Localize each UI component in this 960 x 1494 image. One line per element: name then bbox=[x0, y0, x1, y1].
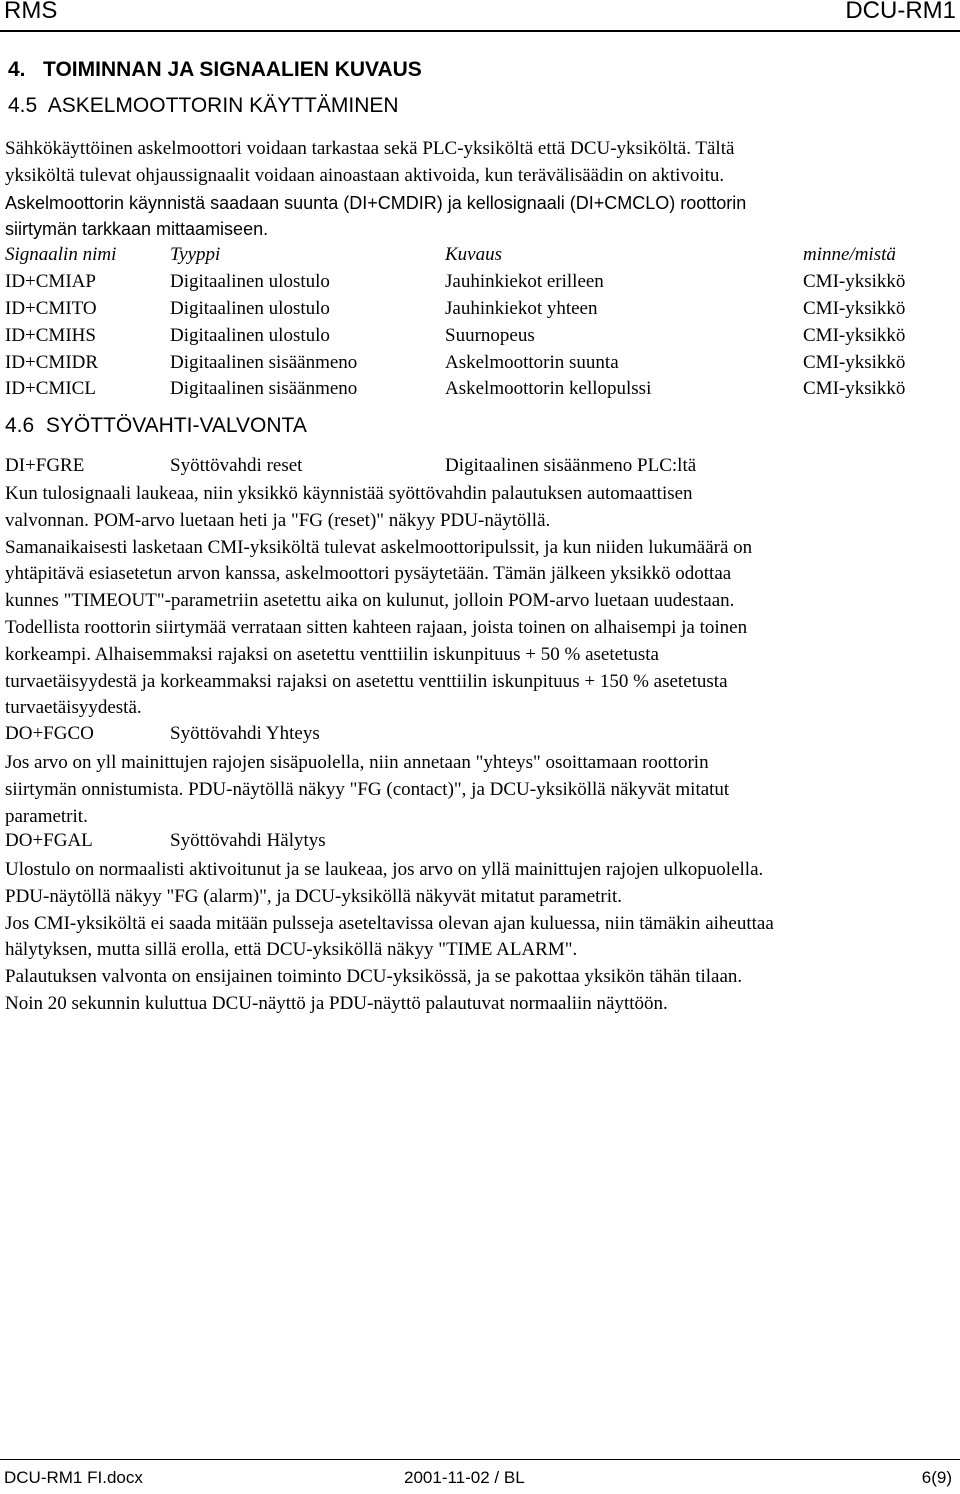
signal-description: Syöttövahdi Hälytys bbox=[170, 830, 326, 851]
signal-type: Digitaalinen sisäänmeno PLC:ltä bbox=[445, 455, 697, 476]
table-cell: CMI-yksikkö bbox=[803, 351, 906, 373]
table-cell: Askelmoottorin suunta bbox=[445, 351, 619, 373]
paragraph-line: Jos CMI-yksiköltä ei saada mitään pulsseja aseteltavissa olevan ajan kuluessa, niin tämäkin aiheuttaa bbox=[5, 912, 774, 934]
intro-paragraph bbox=[5, 136, 955, 243]
table-cell: CMI-yksikkö bbox=[803, 297, 906, 319]
paragraph-line: yhtäpitävä esiasetetun arvon kanssa, askelmoottori pysäytetään. Tämän jälkeen yksikkö odottaa bbox=[5, 563, 732, 585]
header-doc-code: DCU-RM1 bbox=[845, 0, 956, 24]
intro-line: yksiköltä tulevat ohjaussignaalit voidaan ainoastaan aktivoida, kun terävälisäädin on aktivoitu. bbox=[5, 164, 725, 186]
paragraph-line: siirtymän onnistumista. PDU-näytöllä näkyy "FG (contact)", ja DCU-yksiköllä näkyvät mitatut bbox=[5, 778, 730, 800]
table-cell: ID+CMIHS bbox=[5, 324, 96, 346]
footer-page-number: 6(9) bbox=[921, 1468, 952, 1487]
table-cell: Digitaalinen ulostulo bbox=[170, 297, 330, 319]
fgre-paragraph bbox=[5, 481, 955, 722]
intro-line: Sähkökäyttöinen askelmoottori voidaan tarkastaa sekä PLC-yksiköltä että DCU-yksiköltä. Tältä bbox=[5, 138, 735, 159]
signal-description: Syöttövahdi Yhteys bbox=[170, 723, 320, 744]
signal-fgal-row bbox=[5, 830, 955, 857]
signal-description: Syöttövahdi reset bbox=[170, 455, 303, 476]
table-cell: ID+CMIAP bbox=[5, 271, 96, 293]
signal-fgco-row bbox=[5, 723, 955, 750]
footer-filename: DCU-RM1 FI.docx bbox=[4, 1468, 143, 1487]
signal-name: DI+FGRE bbox=[5, 455, 85, 476]
table-cell: Digitaalinen sisäänmeno bbox=[170, 351, 358, 373]
paragraph-line: kunnes "TIMEOUT"-parametriin asetettu aika on kulunut, jolloin POM-arvo luetaan uudestaan. bbox=[5, 590, 735, 612]
paragraph-line: Jos arvo on yll mainittujen rajojen sisäpuolella, niin annetaan "yhteys" osoittamaan roottorin bbox=[5, 752, 709, 773]
signal-name: DO+FGAL bbox=[5, 830, 93, 851]
column-header: minne/mistä bbox=[803, 244, 896, 266]
signal-name: DO+FGCO bbox=[5, 723, 94, 744]
fgco-paragraph bbox=[5, 750, 955, 830]
table-cell: ID+CMITO bbox=[5, 297, 97, 319]
paragraph-line: Noin 20 sekunnin kuluttua DCU-näyttö ja PDU-näyttö palautuvat normaaliin näyttöön. bbox=[5, 992, 668, 1014]
paragraph-line: Palautuksen valvonta on ensijainen toiminto DCU-yksikössä, ja se pakottaa yksikön tähän tilaan. bbox=[5, 966, 743, 988]
header-doc-title: RMS bbox=[4, 0, 58, 24]
column-header: Tyyppi bbox=[170, 244, 221, 266]
table-row bbox=[5, 296, 955, 323]
paragraph-line: Kun tulosignaali laukeaa, niin yksikkö käynnistää syöttövahdin palautuksen automaattisen bbox=[5, 483, 693, 504]
table-row bbox=[5, 322, 955, 349]
table-cell: Digitaalinen ulostulo bbox=[170, 324, 330, 346]
paragraph-line: parametrit. bbox=[5, 805, 88, 827]
table-cell: CMI-yksikkö bbox=[803, 378, 906, 400]
column-header: Kuvaus bbox=[445, 244, 502, 266]
paragraph-line: turvaetäisyydestä. bbox=[5, 697, 142, 719]
table-cell: CMI-yksikkö bbox=[803, 324, 906, 346]
table-cell: Jauhinkiekot erilleen bbox=[445, 271, 604, 293]
paragraph-line: valvonnan. POM-arvo luetaan heti ja "FG (reset)" näkyy PDU-näytöllä. bbox=[5, 509, 551, 531]
table-row bbox=[5, 269, 955, 296]
table-cell: Askelmoottorin kellopulssi bbox=[445, 378, 652, 400]
paragraph-line: Ulostulo on normaalisti aktivoitunut ja se laukeaa, jos arvo on yllä mainittujen rajojen ulkopuolella. bbox=[5, 859, 764, 880]
footer-date: 2001-11-02 / BL bbox=[404, 1468, 525, 1487]
paragraph-line: turvaetäisyydestä ja korkeammaksi rajaksi on asetettu venttiilin iskunpituus + 150 % asetetusta bbox=[5, 670, 728, 692]
signal-table bbox=[5, 242, 955, 403]
table-cell: ID+CMICL bbox=[5, 378, 96, 400]
table-cell: Digitaalinen ulostulo bbox=[170, 271, 330, 293]
section-heading-main: 4. TOIMINNAN JA SIGNAALIEN KUVAUS bbox=[8, 58, 422, 81]
table-cell: Jauhinkiekot yhteen bbox=[445, 297, 598, 319]
table-cell: Digitaalinen sisäänmeno bbox=[170, 378, 358, 400]
table-header-row bbox=[5, 242, 955, 269]
intro-line: siirtymän tarkkaan mittaamiseen. bbox=[5, 219, 269, 240]
table-cell: CMI-yksikkö bbox=[803, 271, 906, 293]
paragraph-line: Todellista roottorin siirtymää verrataan sitten kahteen rajaan, joista toinen on alhaisempi ja toinen bbox=[5, 616, 748, 638]
paragraph-line: hälytyksen, mutta sillä erolla, että DCU-yksiköllä näkyy "TIME ALARM". bbox=[5, 939, 578, 961]
footer-divider bbox=[0, 1459, 960, 1460]
header-divider bbox=[0, 30, 960, 32]
table-cell: ID+CMIDR bbox=[5, 351, 99, 373]
table-row bbox=[5, 376, 955, 403]
section-heading-4-5: 4.5 ASKELMOOTTORIN KÄYTTÄMINEN bbox=[8, 94, 399, 117]
section-heading-4-6: 4.6 SYÖTTÖVAHTI-VALVONTA bbox=[5, 414, 307, 437]
intro-line: Askelmoottorin käynnistä saadaan suunta (DI+CMDIR) ja kellosignaali (DI+CMCLO) roottorin bbox=[5, 192, 747, 213]
fgal-paragraph bbox=[5, 857, 955, 1018]
signal-fgre-row bbox=[5, 455, 955, 482]
paragraph-line: Samanaikaisesti lasketaan CMI-yksiköltä tulevat askelmoottoripulssit, ja kun niiden lukumäärä on bbox=[5, 536, 753, 558]
table-row bbox=[5, 349, 955, 376]
paragraph-line: PDU-näytöllä näkyy "FG (alarm)", ja DCU-yksiköllä näkyvät mitatut parametrit. bbox=[5, 885, 623, 907]
table-cell: Suurnopeus bbox=[445, 324, 535, 346]
paragraph-line: korkeampi. Alhaisemmaksi rajaksi on asetettu venttiilin iskunpituus + 50 % asetetusta bbox=[5, 643, 659, 665]
column-header: Signaalin nimi bbox=[5, 244, 117, 266]
